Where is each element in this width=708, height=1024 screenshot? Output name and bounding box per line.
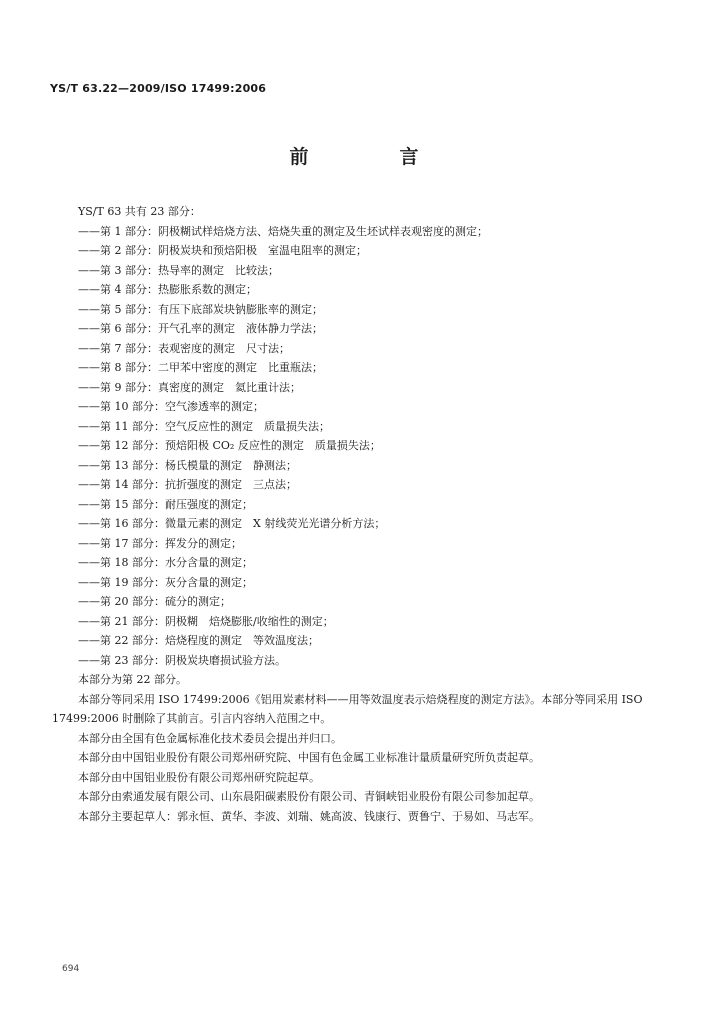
part-item: ——第 21 部分：阴极糊 焙烧膨胀/收缩性的测定； [78, 614, 334, 628]
part-item: ——第 13 部分：杨氏模量的测定 静测法； [78, 458, 297, 472]
page-number: 694 [62, 964, 80, 974]
part-item: ——第 8 部分：二甲苯中密度的测定 比重瓶法； [78, 361, 323, 374]
responsible-paragraph: 本部分由中国铝业股份有限公司郑州研究院、中国有色金属工业标准计量质量研究所负责起草。 [78, 751, 540, 764]
foreword-body [52, 202, 652, 826]
drafted-paragraph: 本部分由中国铝业股份有限公司郑州研究院起草。 [78, 770, 320, 784]
part-item: ——第 12 部分：预焙阳极 CO₂ 反应性的测定 质量损失法； [78, 439, 381, 452]
part-item: ——第 19 部分：灰分含量的测定； [78, 575, 253, 589]
drafters-paragraph: 本部分主要起草人：郭永恒、黄华、李波、刘瑞、姚高波、钱康行、贾鲁宁、于易如、马志军。 [78, 809, 540, 823]
part-item: ——第 4 部分：热膨胀系数的测定； [78, 283, 257, 296]
part-item: ——第 15 部分：耐压强度的测定； [78, 497, 253, 511]
part-item: ——第 23 部分：阴极炭块磨损试验方法。 [78, 653, 286, 667]
page-title: 前 言 [289, 146, 455, 168]
part-item: ——第 22 部分：焙烧程度的测定 等效温度法； [78, 634, 319, 647]
part-item: ——第 2 部分：阴极炭块和预焙阳极 室温电阻率的测定； [78, 244, 367, 257]
part-item: ——第 7 部分：表观密度的测定 尺寸法； [78, 341, 290, 355]
part-item: ——第 6 部分：开气孔率的测定 液体静力学法； [78, 322, 323, 335]
part-item: ——第 9 部分：真密度的测定 氦比重计法； [78, 380, 301, 394]
this-part-paragraph: 本部分为第 22 部分。 [78, 673, 187, 686]
part-item: ——第 17 部分：挥发分的测定； [78, 536, 242, 550]
proposed-paragraph: 本部分由全国有色金属标准化技术委员会提出并归口。 [78, 731, 342, 745]
participants-paragraph: 本部分由索通发展有限公司、山东晨阳碳素股份有限公司、青铜峡铝业股份有限公司参加起草。 [78, 790, 540, 803]
part-item: ——第 18 部分：水分含量的测定； [78, 556, 253, 569]
part-item: ——第 5 部分：有压下底部炭块钠膨胀率的测定； [78, 302, 323, 316]
equivalent-paragraph: 本部分等同采用 ISO 17499:2006《铝用炭素材料——用等效温度表示焙烧程度的测定方法》。本部分等同采用 ISO 17499:2006 时删除了其前言。引言内容纳入范围之中。 [52, 692, 643, 725]
intro-line: YS/T 63 共有 23 部分： [78, 205, 201, 218]
parts-list [52, 222, 652, 671]
part-item: ——第 11 部分：空气反应性的测定 质量损失法； [78, 419, 330, 433]
part-item: ——第 1 部分：阴极糊试样焙烧方法、焙烧失重的测定及生坯试样表观密度的测定； [78, 224, 488, 238]
part-item: ——第 3 部分：热导率的测定 比较法； [78, 263, 279, 277]
part-item: ——第 10 部分：空气渗透率的测定； [78, 400, 264, 413]
standard-header: YS/T 63.22—2009/ISO 17499:2006 [50, 82, 267, 95]
part-item: ——第 16 部分：微量元素的测定 X 射线荧光光谱分析方法； [78, 517, 386, 530]
part-item: ——第 20 部分：硫分的测定； [78, 595, 231, 608]
part-item: ——第 14 部分：抗折强度的测定 三点法； [78, 478, 297, 491]
